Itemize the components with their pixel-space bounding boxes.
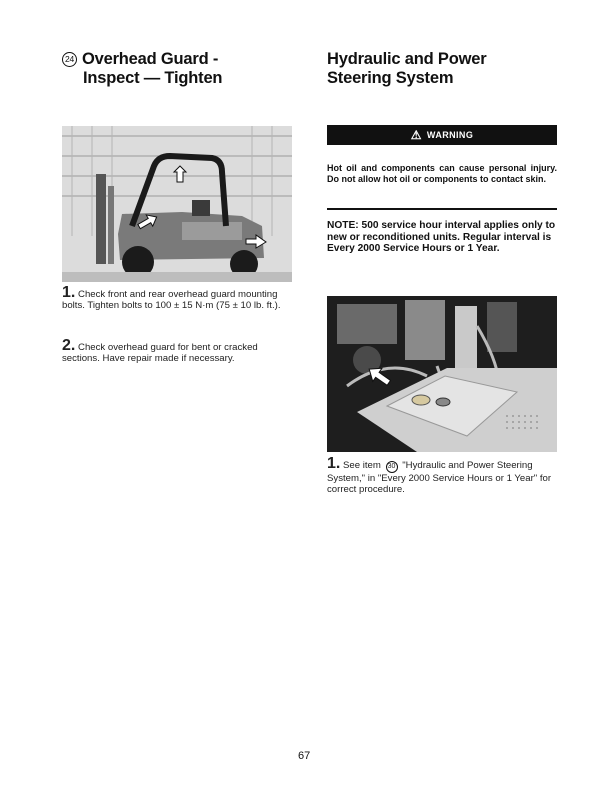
heading-line-2: Steering System <box>327 69 454 87</box>
step-number: 1. <box>327 455 341 472</box>
right-step-1 <box>327 455 557 496</box>
step-text-post: "Hydraulic and Power Steering System," in "Every 2000 Service Hours or 1 Year" for correct procedure. <box>327 460 552 496</box>
left-step-1 <box>62 284 292 312</box>
service-note: NOTE: 500 service hour interval applies only to new or reconditioned units. Regular interval is Every 2000 Service Hours or 1 Year. <box>327 220 556 255</box>
warning-bar <box>327 125 557 145</box>
item-number-badge: 24 <box>62 52 77 67</box>
step-text: Check front and rear overhead guard mounting bolts. Tighten bolts to 100 ± 15 N·m (75 ± 10 lb. ft.). <box>62 289 281 312</box>
heading-line-2: Inspect — Tighten <box>83 69 223 87</box>
step-text-pre: See item <box>343 460 381 471</box>
divider <box>327 208 557 210</box>
warning-label: WARNING <box>426 130 474 140</box>
left-step-2 <box>62 337 267 365</box>
reference-number-badge: 30 <box>386 461 398 473</box>
hydraulic-heading <box>327 50 486 88</box>
step-text: Check overhead guard for bent or cracked sections. Have repair made if necessary. <box>62 342 258 365</box>
page-number: 67 <box>298 750 311 762</box>
forklift-photo <box>62 126 292 282</box>
warning-text: Hot oil and components can cause personal injury. Do not allow hot oil or components to contact skin. <box>327 163 557 184</box>
heading-line-1: Overhead Guard - <box>82 50 219 68</box>
overhead-guard-heading <box>62 50 222 88</box>
heading-line-1: Hydraulic and Power <box>327 50 487 68</box>
warning-triangle-icon: ⚠ <box>410 128 422 142</box>
step-number: 1. <box>62 284 76 301</box>
hydraulic-tank-photo <box>327 296 557 452</box>
step-number: 2. <box>62 337 76 354</box>
